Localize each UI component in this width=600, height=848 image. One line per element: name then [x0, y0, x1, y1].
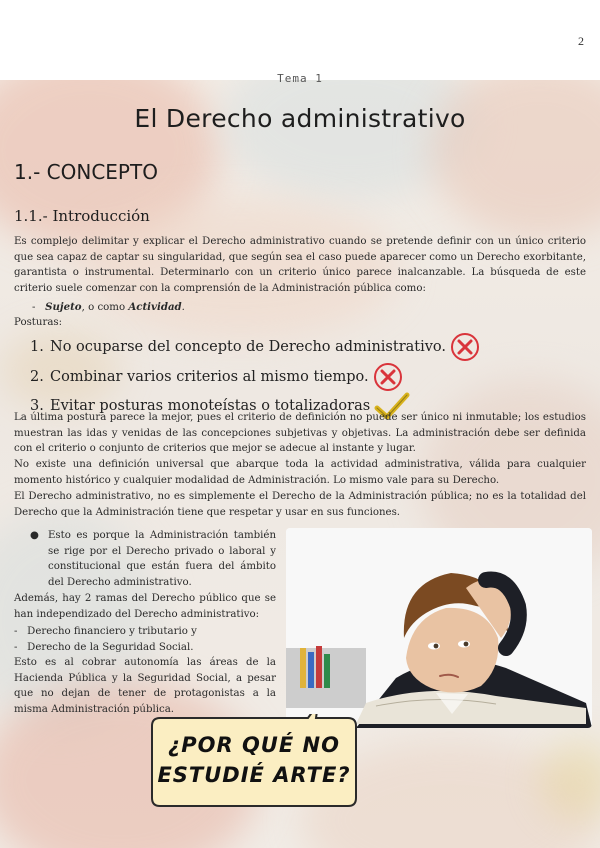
ramas-item: - Derecho de la Seguridad Social.: [14, 642, 194, 653]
speech-bubble: [148, 714, 360, 814]
body-paragraph: No existe una definición universal que abarque toda la actividad administrativa, válida para cualquier momento histórico y cualquier modalidad de Administración. Lo mismo vale para su Derecho.: [14, 459, 586, 486]
left-column-bullet: ● Esto es porque la Administración también se rige por el Derecho privado o laboral y constitucional que están fuera del ámbito del Derecho administrativo.: [30, 530, 276, 588]
closing-paragraph: Esto es al cobrar autonomía las áreas de la Hacienda Pública y la Seguridad Social, a pesar que no dejan de tener de protagonistas a la misma Administración pública.: [14, 657, 276, 715]
chapter-label: Tema 1: [277, 72, 323, 85]
page-top-margin: [0, 0, 600, 80]
subsection-heading: 1.1.- Introducción: [14, 207, 150, 225]
posture-item: 1. No ocuparse del concepto de Derecho administrativo.: [30, 332, 480, 362]
bullet-dot: ●: [30, 530, 39, 541]
posture-item: 2. Combinar varios criterios al mismo tiempo.: [30, 362, 480, 392]
x-icon: [450, 332, 480, 362]
posture-item: 3. Evitar posturas monoteístas o totalizadoras: [30, 392, 480, 420]
speech-bubble-text: ¿POR QUÉ NO ESTUDIÉ ARTE?: [157, 733, 351, 787]
page-number: 2: [578, 34, 584, 48]
document-title: El Derecho administrativo: [134, 104, 466, 133]
x-icon: [373, 362, 403, 392]
ramas-item: - Derecho financiero y tributario y: [14, 626, 197, 637]
section-heading: 1.- CONCEPTO: [14, 160, 158, 184]
body-paragraph: El Derecho administrativo, no es simplemente el Derecho de la Administración pública; no es la totalidad del Derecho que la Administración tiene que respetar y usar en sus funciones.: [14, 491, 586, 518]
subject-activity-item: - Sujeto, o como Actividad.: [32, 301, 185, 313]
ramas-intro: Además, hay 2 ramas del Derecho público que se han independizado del Derecho administrativo:: [14, 593, 276, 620]
postures-label: Posturas:: [14, 317, 63, 328]
postures-list: [30, 332, 480, 420]
body-paragraph: La última postura parece la mejor, pues el criterio de definición no puede ser único ni inmutable; los estudios muestran las idas y venidas de las concepciones subjetivas y objetivas. La administración debe ser definida con el criterio o conjunto de criterios que mejor se adecue al instante y lugar.: [14, 412, 586, 455]
intro-paragraph: Es complejo delimitar y explicar el Derecho administrativo cuando se pretende definir con un único criterio que sea capaz de captar su singularidad, que según sea el caso puede aparecer como un Derecho exorbitante, garantista o instrumental. Determinarlo con un criterio único parece inalcanzable. La búsqueda de este criterio suele comenzar con la comprensión de la Administración pública como:: [14, 236, 586, 294]
student-photo: [286, 528, 592, 728]
